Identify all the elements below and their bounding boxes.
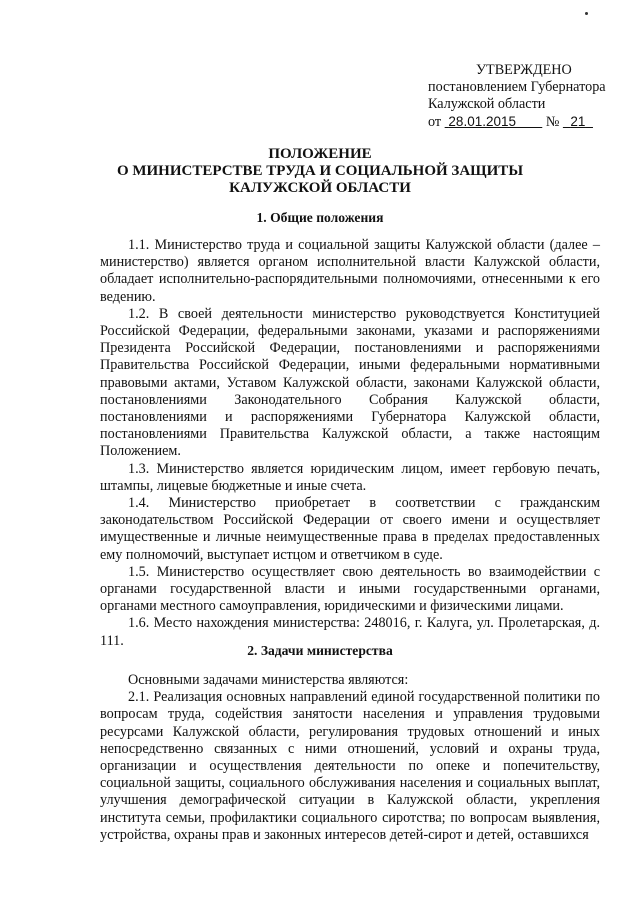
section2-body	[100, 672, 600, 844]
approval-from-prefix: от	[428, 114, 442, 130]
approval-decree-line: постановлением Губернатора	[428, 79, 606, 95]
paragraph-2-1: 2.1. Реализация основных направлений единой государственной политики по вопросам труда, содействия занятости населения и управления трудовыми ресурсами Калужской области, регулирования трудовых отношений и иных непосредственно связанных с ними отношений, условий и охраны труда, организации и осуществления деятельности по опеке и попечительству, социальной защиты, социального обслуживания населения и социальных выплат, улучшения демографической ситуации в Калужской области, укрепления института семьи, профилактики социального сиротства; по вопросам выявления, устройства, охраны прав и законных интересов детей-сирот и детей, оставшихся	[100, 689, 600, 843]
approval-stamp-title: УТВЕРЖДЕНО	[476, 62, 572, 78]
approval-number-prefix: №	[545, 114, 560, 130]
paragraph-1-2: 1.2. В своей деятельности министерство руководствуется Конституцией Российской Федерации, федеральными законами, указами и распоряжениями Президента Российской Федерации, постановлениями и распоряжениями Правительства Российской Федерации, иными федеральными нормативными правовыми актами, Уставом Калужской области, законами Калужской области, постановлениями Законодательного Собрания Калужской области, постановлениями и распоряжениями Губернатора Калужской области, постановлениями Правительства Калужской области, а также настоящим Положением.	[100, 305, 600, 460]
section2-heading: 2. Задачи министерства	[247, 643, 393, 658]
paragraph-1-5: 1.5. Министерство осуществляет свою деятельность во взаимодействии с органами государственной власти и иными государственными органами, органами местного самоуправления, юридическими и физическими лицами.	[100, 563, 600, 615]
approval-number: 21	[570, 114, 586, 129]
paragraph-1-3: 1.3. Министерство является юридическим лицом, имеет гербовую печать, штампы, лицевые бюджетные и иные счета.	[100, 460, 600, 494]
approval-block	[428, 62, 618, 131]
paragraph-1-1: 1.1. Министерство труда и социальной защиты Калужской области (далее – министерство) является органом исполнительной власти Калужской области, обладает исполнительно-распорядительными полномочиями, отнесенными к его ведению.	[100, 237, 600, 305]
section2-intro: Основными задачами министерства являются:	[128, 672, 409, 688]
document-subtitle-line1: О МИНИСТЕРСТВЕ ТРУДА И СОЦИАЛЬНОЙ ЗАЩИТЫ	[116, 163, 524, 179]
document-title: ПОЛОЖЕНИЕ	[268, 146, 372, 162]
approval-region-line: Калужской области	[428, 96, 546, 112]
section1-heading: 1. Общие положения	[256, 210, 384, 225]
paragraph-1-6: 1.6. Место нахождения министерства: 248016, г. Калуга, ул. Пролетарская, д. 111.	[100, 615, 600, 649]
section1-body	[100, 237, 600, 650]
paragraph-1-4: 1.4. Министерство приобретает в соответствии с гражданским законодательством Российской Федерации от своего имени и осуществляет имущественные и личные неимущественные права в пределах предоставленных ему полномочий, выступает истцом и ответчиком в суде.	[100, 495, 600, 563]
approval-date-number-line	[428, 113, 618, 131]
scan-speck	[585, 12, 588, 15]
approval-date: 28.01.2015	[448, 114, 516, 129]
document-subtitle-line2: КАЛУЖСКОЙ ОБЛАСТИ	[229, 180, 411, 196]
